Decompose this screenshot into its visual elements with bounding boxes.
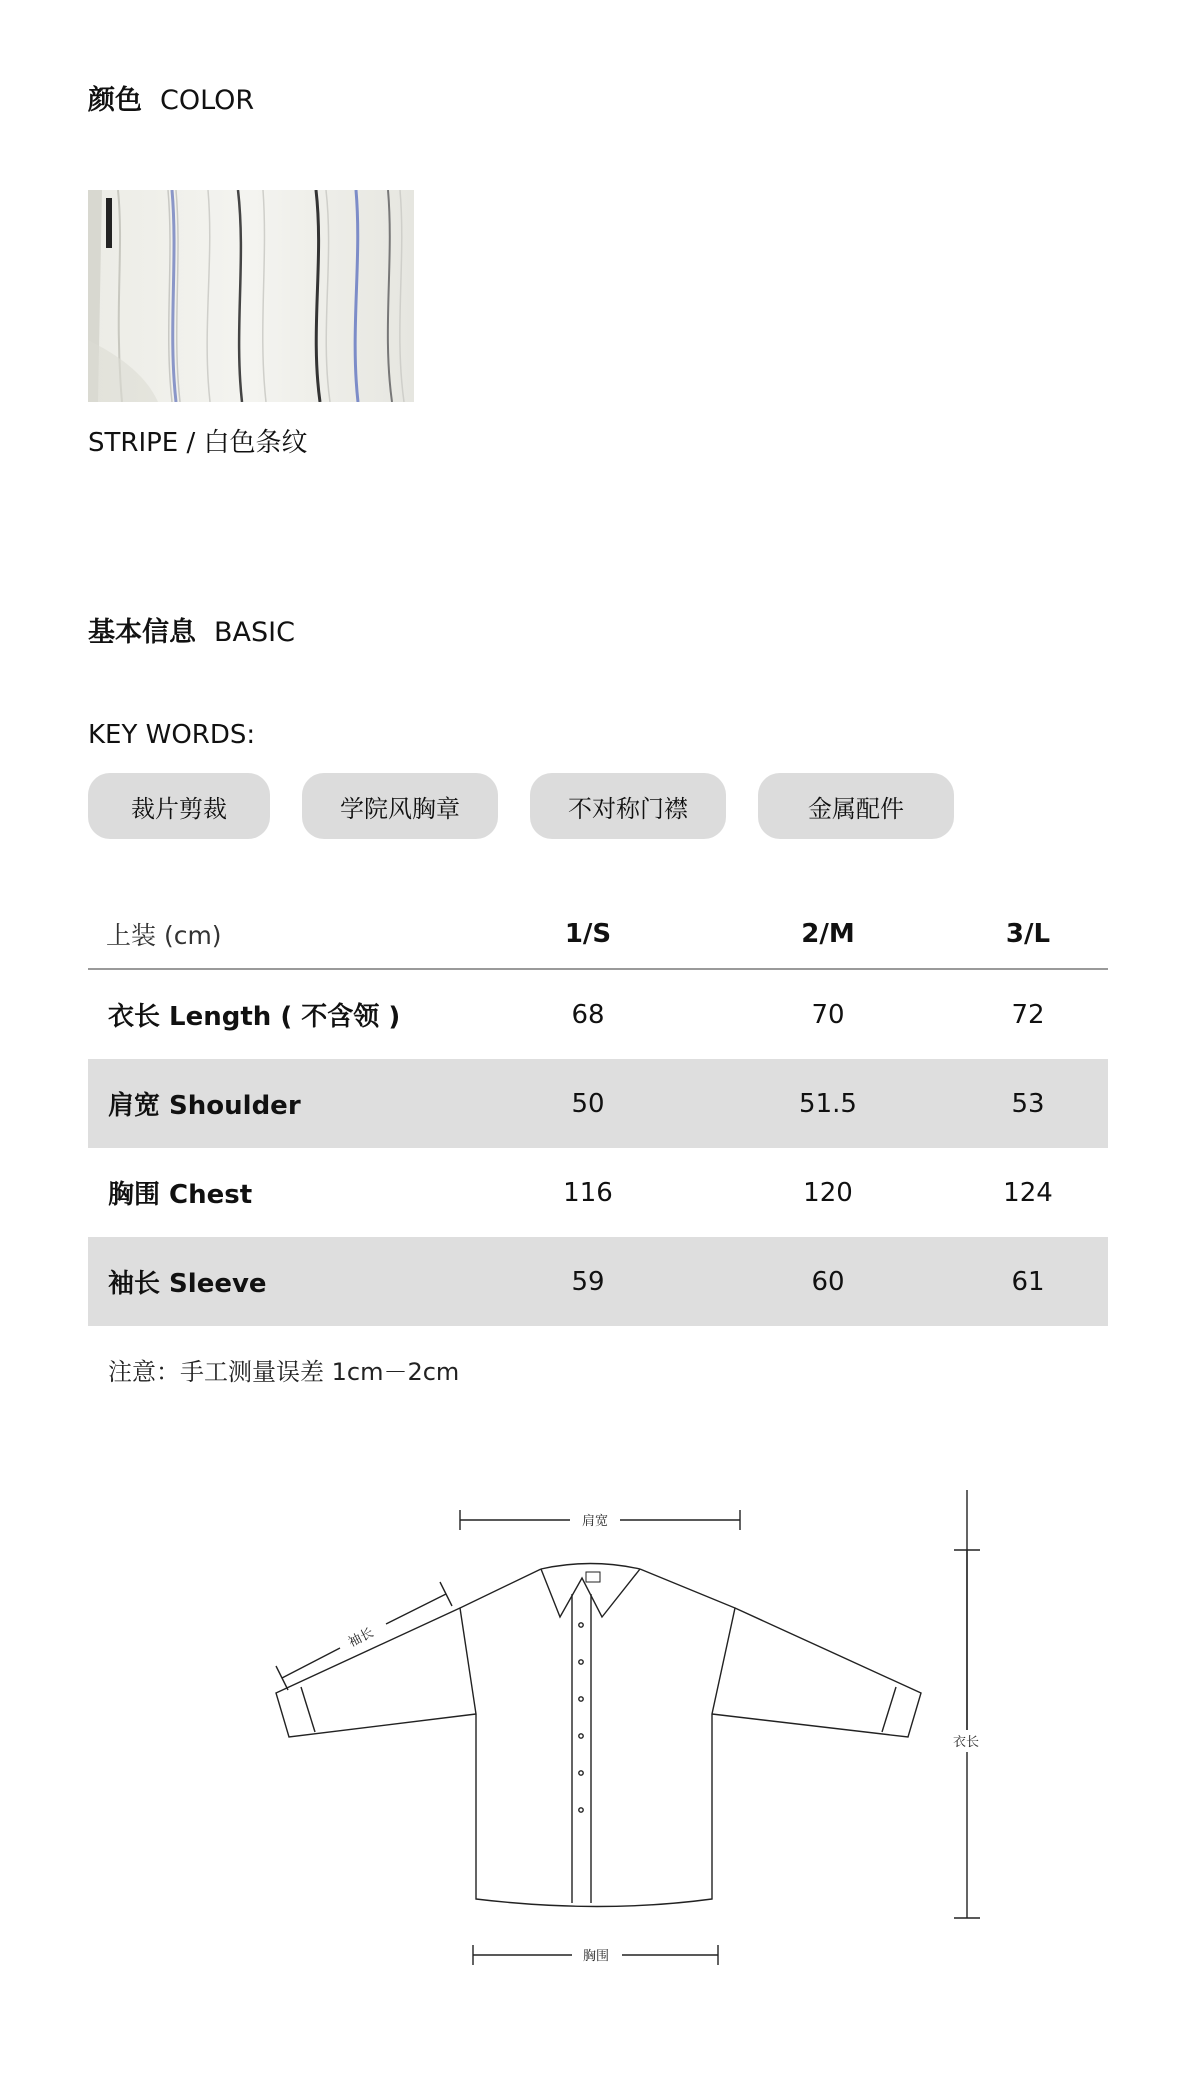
cell-value: 51.5 (708, 1059, 948, 1148)
cell-value: 61 (948, 1237, 1108, 1326)
color-section-title (88, 78, 254, 117)
color-title-cn: 颜色 (88, 85, 142, 116)
keyword-tags (88, 773, 954, 839)
size-table-header (88, 900, 1108, 969)
cell-value: 53 (948, 1059, 1108, 1148)
cell-value: 116 (563, 1177, 613, 1208)
cell-value: 68 (571, 999, 605, 1030)
row-label-sleeve: 袖长 Sleeve (88, 1237, 468, 1326)
stripe-fabric-illustration (88, 190, 414, 402)
row-label-length: 衣长 Length ( 不含领 ) (108, 1002, 401, 1032)
keywords-label: KEY WORDS: (88, 720, 256, 750)
length-label: 衣长 (953, 1735, 980, 1750)
basic-title-en: BASIC (214, 617, 295, 648)
cell-value: 124 (1003, 1177, 1053, 1208)
color-title-en: COLOR (160, 85, 255, 116)
table-row (88, 1237, 1108, 1326)
header-garment-unit: 上装 (cm) (88, 900, 468, 969)
cell-value: 59 (468, 1237, 708, 1326)
header-size-m: 2/M (708, 900, 948, 969)
keyword-tag: 不对称门襟 (530, 773, 726, 839)
shirt-outline (276, 1564, 921, 1907)
keyword-tag: 金属配件 (758, 773, 954, 839)
row-label-shoulder: 肩宽 Shoulder (88, 1059, 468, 1148)
cell-value: 120 (803, 1177, 853, 1208)
basic-title-cn: 基本信息 (88, 617, 196, 648)
cell-value: 50 (468, 1059, 708, 1148)
header-size-l: 3/L (948, 900, 1108, 969)
size-table (88, 900, 1108, 1326)
keyword-tag: 裁片剪裁 (88, 773, 270, 839)
shirt-measurement-diagram (260, 1490, 1000, 1980)
length-measure-line (954, 1490, 980, 1918)
row-label-chest: 胸围 Chest (108, 1180, 253, 1210)
cell-value: 60 (708, 1237, 948, 1326)
swatch-caption: STRIPE / 白色条纹 (88, 428, 308, 458)
chest-label: 胸围 (583, 1949, 610, 1964)
sleeve-label: 袖长 (346, 1625, 377, 1651)
basic-section-title (88, 610, 295, 649)
header-size-s: 1/S (468, 900, 708, 969)
table-row (88, 1059, 1108, 1148)
table-row (88, 1148, 1108, 1237)
cell-value: 70 (811, 999, 845, 1030)
table-row (88, 969, 1108, 1059)
shoulder-label: 肩宽 (582, 1514, 609, 1529)
measurement-note: 注意：手工测量误差 1cm－2cm (108, 1358, 460, 1386)
keyword-tag: 学院风胸章 (302, 773, 498, 839)
stripe-swatch-image[interactable] (88, 190, 414, 402)
shirt-diagram-svg (260, 1490, 1000, 1980)
cell-value: 72 (1011, 999, 1045, 1030)
